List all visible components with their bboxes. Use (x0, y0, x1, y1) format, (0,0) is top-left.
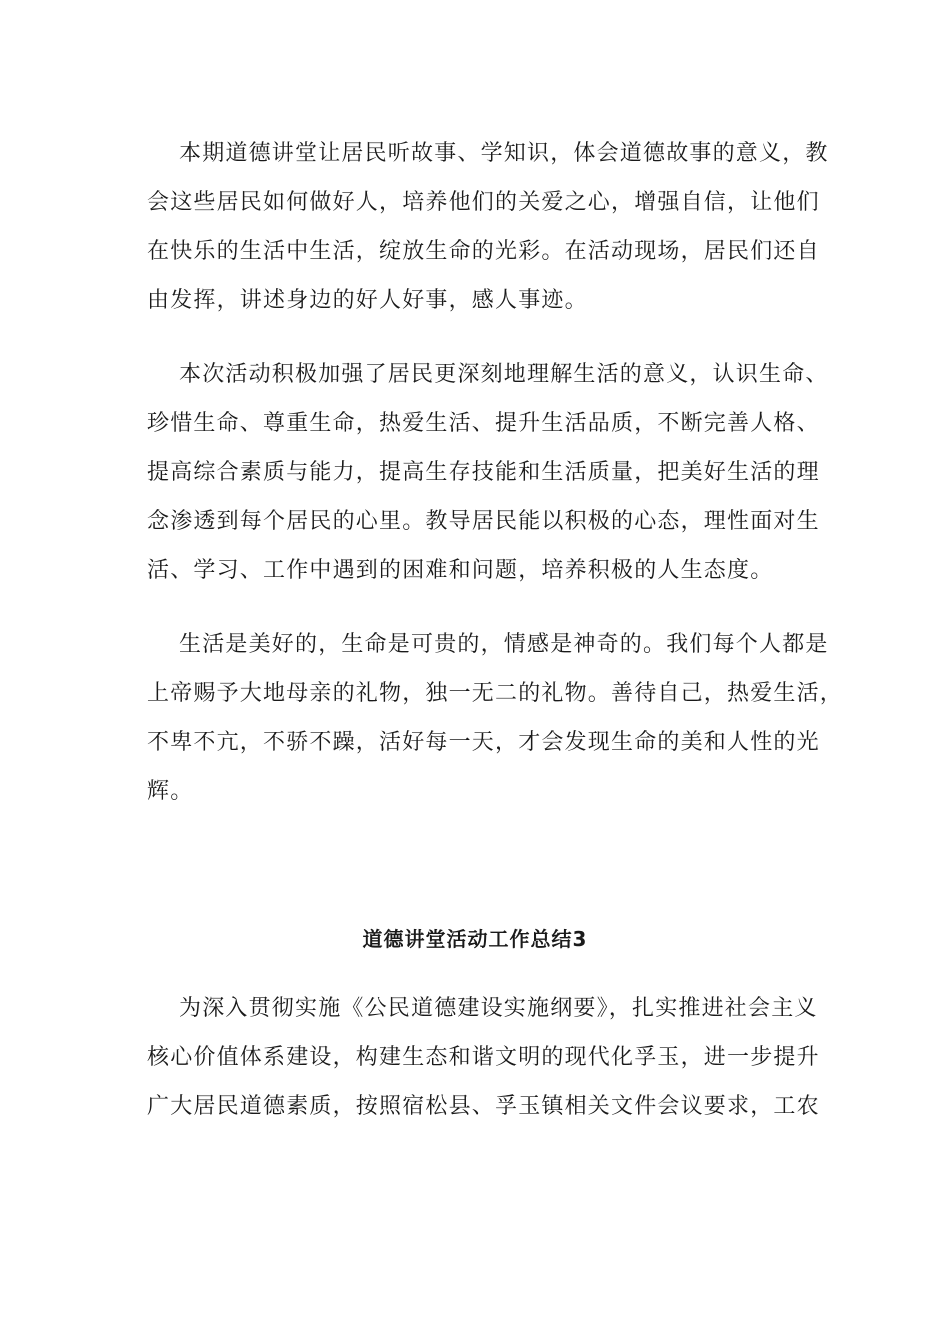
paragraph-1 (147, 129, 829, 325)
paragraph-line: 核心价值体系建设，构建生态和谐文明的现代化孚玉，进一步提升 (147, 1045, 820, 1070)
paragraph-line: 在快乐的生活中生活，绽放生命的光彩。在活动现场，居民们还自 (147, 239, 820, 264)
section-heading: 道德讲堂活动工作总结3 (362, 927, 588, 951)
paragraph-line: 活、学习、工作中遇到的困难和问题，培养积极的人生态度。 (147, 558, 774, 583)
paragraph-line: 上帝赐予大地母亲的礼物，独一无二的礼物。善待自己，热爱生活， (147, 681, 844, 706)
paragraph-2 (147, 350, 829, 595)
paragraph-line: 念渗透到每个居民的心里。教导居民能以积极的心态，理性面对生 (147, 509, 820, 534)
paragraph-line: 生活是美好的，生命是可贵的，情感是神奇的。我们每个人都是 (179, 632, 829, 657)
paragraph-line: 提高综合素质与能力，提高生存技能和生活质量，把美好生活的理 (147, 460, 820, 485)
section-paragraph (147, 984, 820, 1131)
paragraph-3 (147, 620, 844, 816)
paragraph-line: 会这些居民如何做好人，培养他们的关爱之心，增强自信，让他们 (147, 190, 820, 215)
paragraph-line: 不卑不亢，不骄不躁，活好每一天，才会发现生命的美和人性的光 (147, 730, 820, 755)
paragraph-line: 珍惜生命、尊重生命，热爱生活、提升生活品质，不断完善人格、 (147, 411, 820, 436)
paragraph-line: 本次活动积极加强了居民更深刻地理解生活的意义，认识生命、 (179, 362, 829, 387)
paragraph-line: 本期道德讲堂让居民听故事、学知识，体会道德故事的意义，教 (179, 141, 829, 166)
paragraph-line: 由发挥，讲述身边的好人好事，感人事迹。 (147, 288, 588, 313)
paragraph-line: 广大居民道德素质，按照宿松县、孚玉镇相关文件会议要求，工农 (147, 1094, 820, 1119)
paragraph-line: 为深入贯彻实施《公民道德建设实施纲要》，扎实推进社会主义 (179, 996, 818, 1021)
paragraph-line: 辉。 (147, 779, 194, 804)
